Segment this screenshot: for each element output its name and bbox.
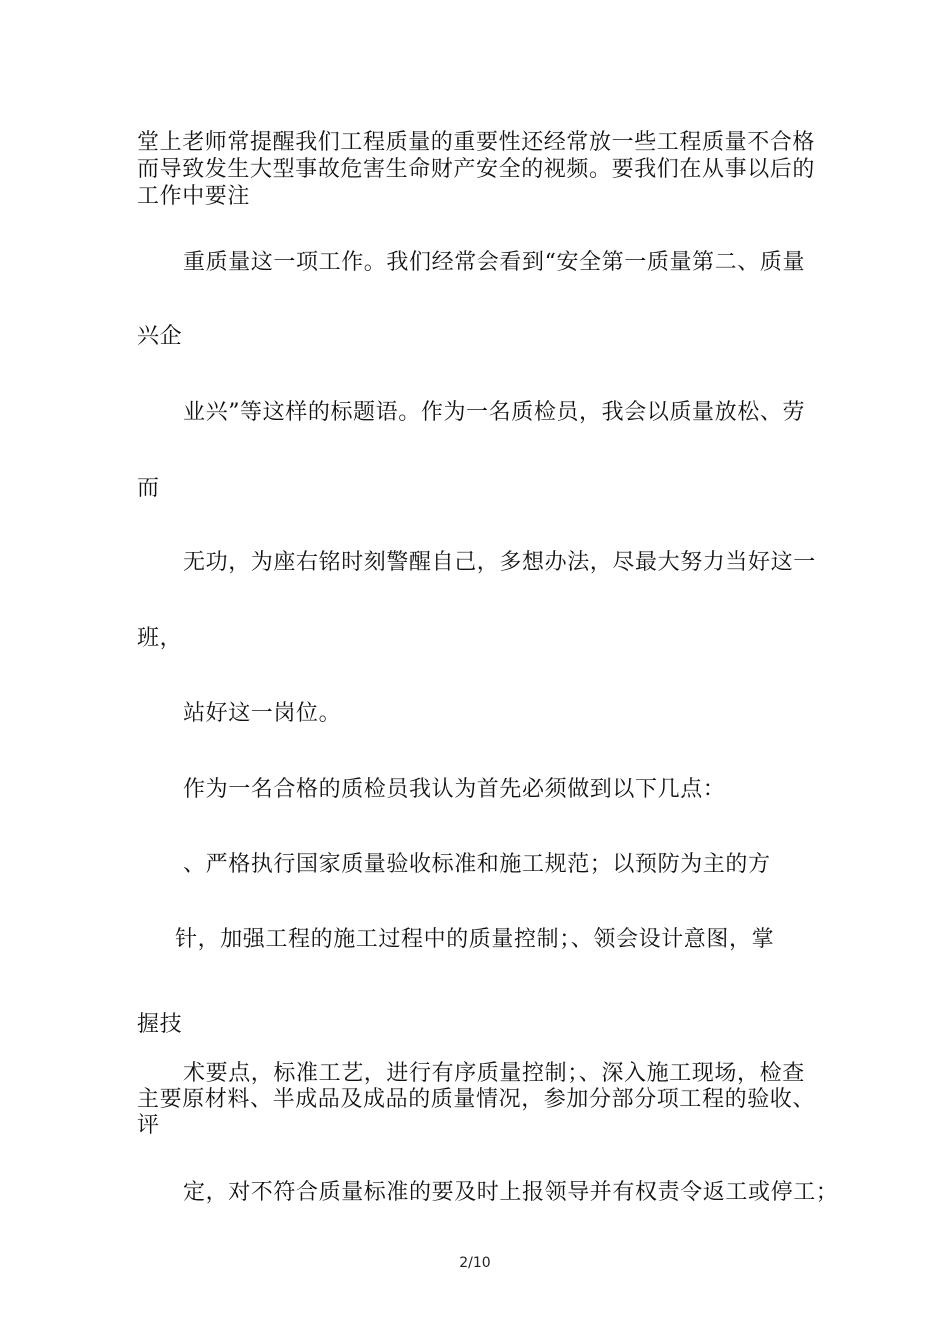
text-line: 术要点，标准工艺，进行有序质量控制；、深入施工现场，检查 [183,1061,805,1086]
text-line: 主要原材料、半成品及成品的质量情况，参加分部分项工程的验收、 [137,1087,816,1112]
text-line: 、严格执行国家质量验收标准和施工规范；以预防为主的方 [183,852,771,877]
text-line: 评 [137,1113,160,1138]
text-line: 堂上老师常提醒我们工程质量的重要性还经常放一些工程质量不合格 [137,130,816,155]
text-line: 班， [137,626,183,651]
text-line: 工作中要注 [137,184,251,209]
text-line: 针，加强工程的施工过程中的质量控制；、领会设计意图，掌 [175,927,775,952]
text-line: 作为一名合格的质检员我认为首先必须做到以下几点： [183,777,726,802]
text-line: 站好这一岗位。 [183,701,342,726]
text-line: 握技 [137,1012,183,1037]
text-line: 而 [137,476,160,501]
text-line: 兴企 [137,324,183,349]
text-line: 而导致发生大型事故危害生命财产安全的视频。要我们在从事以后的 [137,157,816,182]
text-line: 重质量这一项工作。我们经常会看到“安全第一质量第二、质量 [183,250,806,275]
page-number: 2/10 [459,1255,491,1271]
text-line: 定，对不符合质量标准的要及时上报领导并有权责令返工或停工； [183,1180,839,1205]
text-line: 无功，为座右铭时刻警醒自己，多想办法，尽最大努力当好这一 [183,550,816,575]
text-line: 业兴”等这样的标题语。作为一名质检员，我会以质量放松、劳 [183,400,806,425]
